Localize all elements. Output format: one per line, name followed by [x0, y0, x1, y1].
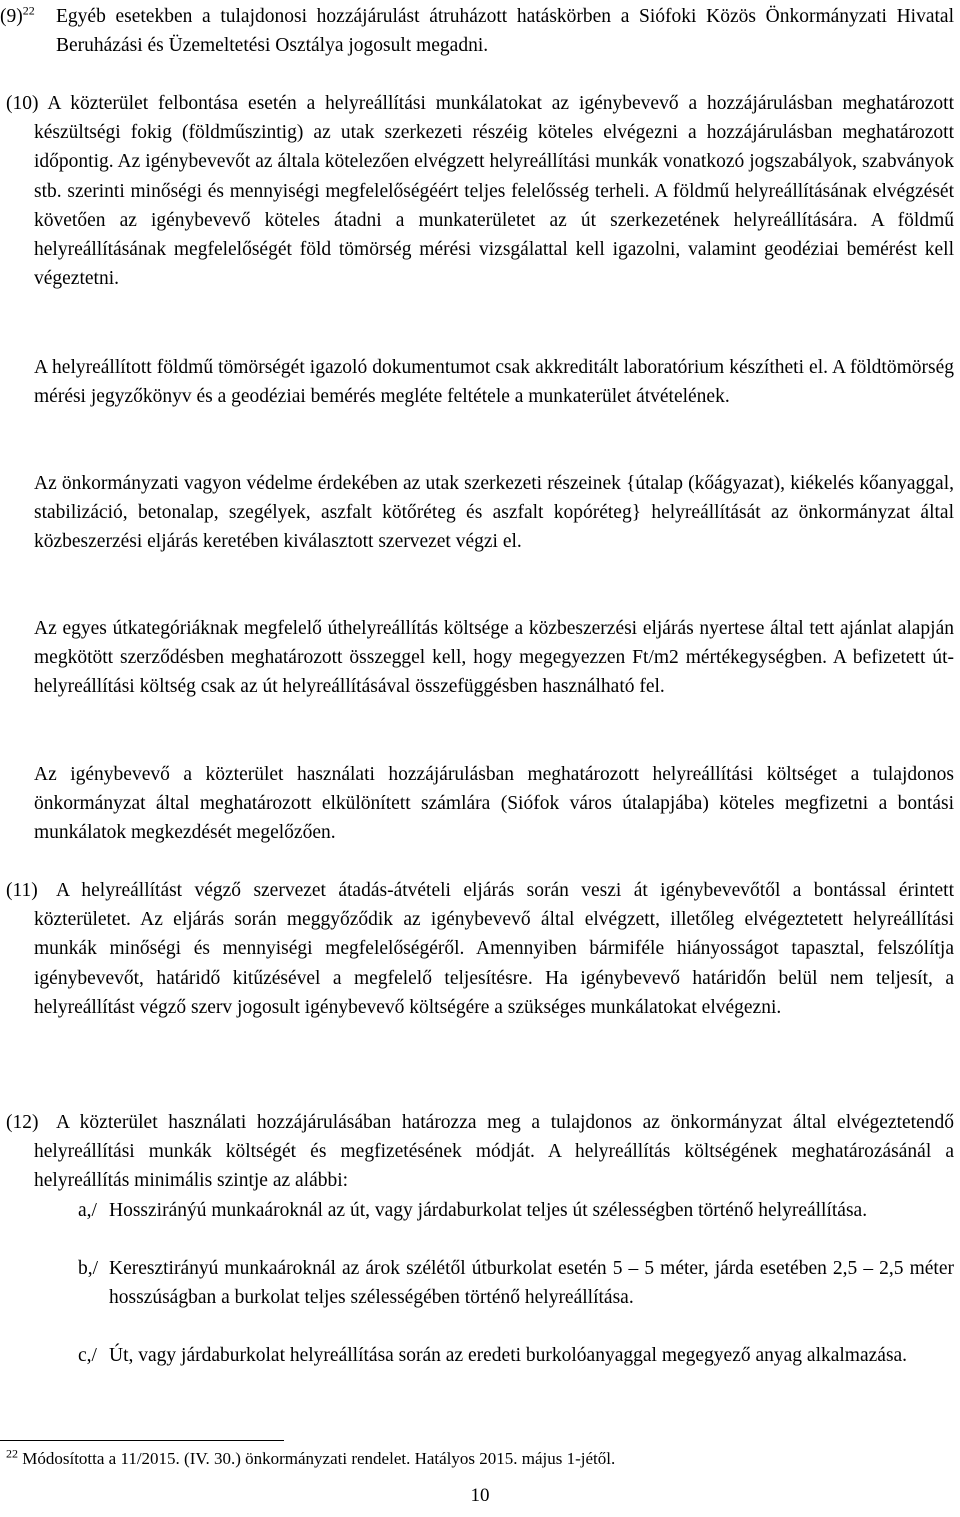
list-item-text: Hossziránýú munkaároknál az út, vagy járdaburkolat teljes út szélességben történő helyreállítása.: [109, 1200, 868, 1221]
paragraph-text: A helyreállítást végző szervezet átadás-átvételi eljárás során veszi át igénybevevőtől a bontással érintett közterületet. Az eljárás során meggyőződik az igénybevevő által elvégzett, illetőleg elvégeztetett helyreállítási munkák minőségi és mennyiségi megfelelőségéről. Amennyiben bármiféle hiányosságot tapasztal, felszólítja igénybevevőt, határidő kitűzésével a megfelelő teljesítésre. Ha igénybevevő határidőn belül nem teljesít, a helyreállítást végző szerv jogosult igénybevevő költségére a szükséges munkálatokat elvégezni.: [34, 880, 954, 1018]
paragraph-text: A közterület felbontása esetén a helyreállítási munkálatokat az igénybevevő a hozzájárulásban meghatározott készültségi fokig (földműszintig) az utak szerkezeti részéig köteles elvégezni a hozzájárulásban meghatározott időpontig. Az igénybevevőt az általa kötelezően elvégzett helyreállítási munkák vonatkozó jogszabályok, szabványok stb. szerinti minőségi és mennyiségi megfelelőségéért teljes felelősség terheli. A földmű helyreállításának elvégzését követően az igénybevevő köteles átadni a munkaterületet az út szerkezetének helyreállítására. A földmű helyreállításának megfelelőségét föld tömörség mérési vizsgálattal kell igazolni, valamint geodéziai bemérést kell végeztetni.: [34, 93, 954, 290]
list-item-label: a,/: [78, 1200, 97, 1221]
list-item-label: b,/: [78, 1258, 99, 1279]
paragraph-number: $(9)^{22}$: [0, 3, 35, 27]
paragraph-payment: Az igénybevevő a közterület használati hozzájárulásban meghatározott helyreállítási költséget a tulajdonos önkormányzat által meghatározott elkülönített számlára (Siófok város útalapjába) köteles megfizetni a bontási munkálatok megkezdését megelőzően.: [34, 764, 954, 844]
paragraph-number: (11): [6, 880, 38, 901]
footnote: [6, 1448, 615, 1470]
list-item-text: Keresztirányú munkaároknál az árok szélétől útburkolat esetén 5 – 5 méter, járda esetében 2,5 – 2,5 méter hosszúságban a burkolat teljes szélességében történő helyreállítása.: [109, 1258, 954, 1309]
paragraph-12: [0, 1108, 954, 1196]
footnote-separator: [0, 1440, 284, 1441]
footnote-number: 22: [6, 1446, 18, 1461]
footnote-ref: 22: [22, 3, 35, 18]
paragraph-text: A közterület használati hozzájárulásában határozza meg a tulajdonos az önkormányzat által elvégeztetendő helyreállítási munkák költségét és megfizetésének módját. A helyreállítás költségének meghatározásánál a helyreállítás minimális szintje az alábbi:: [34, 1112, 954, 1192]
paragraph-10: [6, 89, 954, 293]
page-number: 10: [470, 1485, 490, 1506]
paragraph-11: [0, 876, 954, 1022]
footnote-text: Módosította a 11/2015. (IV. 30.) önkormányzati rendelet. Hatályos 2015. május 1-jétől.: [22, 1449, 616, 1468]
list-item: [78, 1254, 954, 1312]
paragraph-number: (12): [6, 1112, 39, 1133]
paragraph-text: Egyéb esetekben a tulajdonosi hozzájárulást átruházott hatáskörben a Siófoki Közös Önkormányzati Hivatal Beruházási és Üzemeltetési Osztálya jogosult megadni.: [56, 6, 954, 57]
paragraph-number: (10): [6, 93, 39, 114]
paragraph-lab: A helyreállított földmű tömörségét igazoló dokumentumot csak akkreditált laboratórium készítheti el. A földtömörség mérési jegyzőkönyv és a geodéziai bemérés megléte feltétele a munkaterület átvételének.: [34, 357, 954, 408]
paragraph-9: [0, 2, 954, 60]
paragraph-property: Az önkormányzati vagyon védelme érdekében az utak szerkezeti részeinek {útalap (kőágyazat), kiékelés kőanyaggal, stabilizáció, betonalap, szegélyek, aszfalt kötőréteg és aszfalt kopóréteg} helyreállítását az önkormányzat által közbeszerzési eljárás keretében kiválasztott szervezet végzi el.: [34, 473, 954, 553]
paragraph-cost: Az egyes útkategóriáknak megfelelő úthelyreállítás költsége a közbeszerzési eljárás nyertese által tett ajánlat alapján megkötött szerződésben meghatározott összeggel kell, hogy megegyezzen Ft/m2 mértékegységben. A befizetett út-helyreállítási költség csak az út helyreállításával összefüggésben használható fel.: [34, 618, 954, 698]
list-item: [78, 1341, 954, 1370]
list-item-text: Út, vagy járdaburkolat helyreállítása során az eredeti burkolóanyaggal megegyező anyag alkalmazása.: [109, 1345, 908, 1366]
list-item-label: c,/: [78, 1345, 97, 1366]
list-item: [78, 1196, 954, 1225]
